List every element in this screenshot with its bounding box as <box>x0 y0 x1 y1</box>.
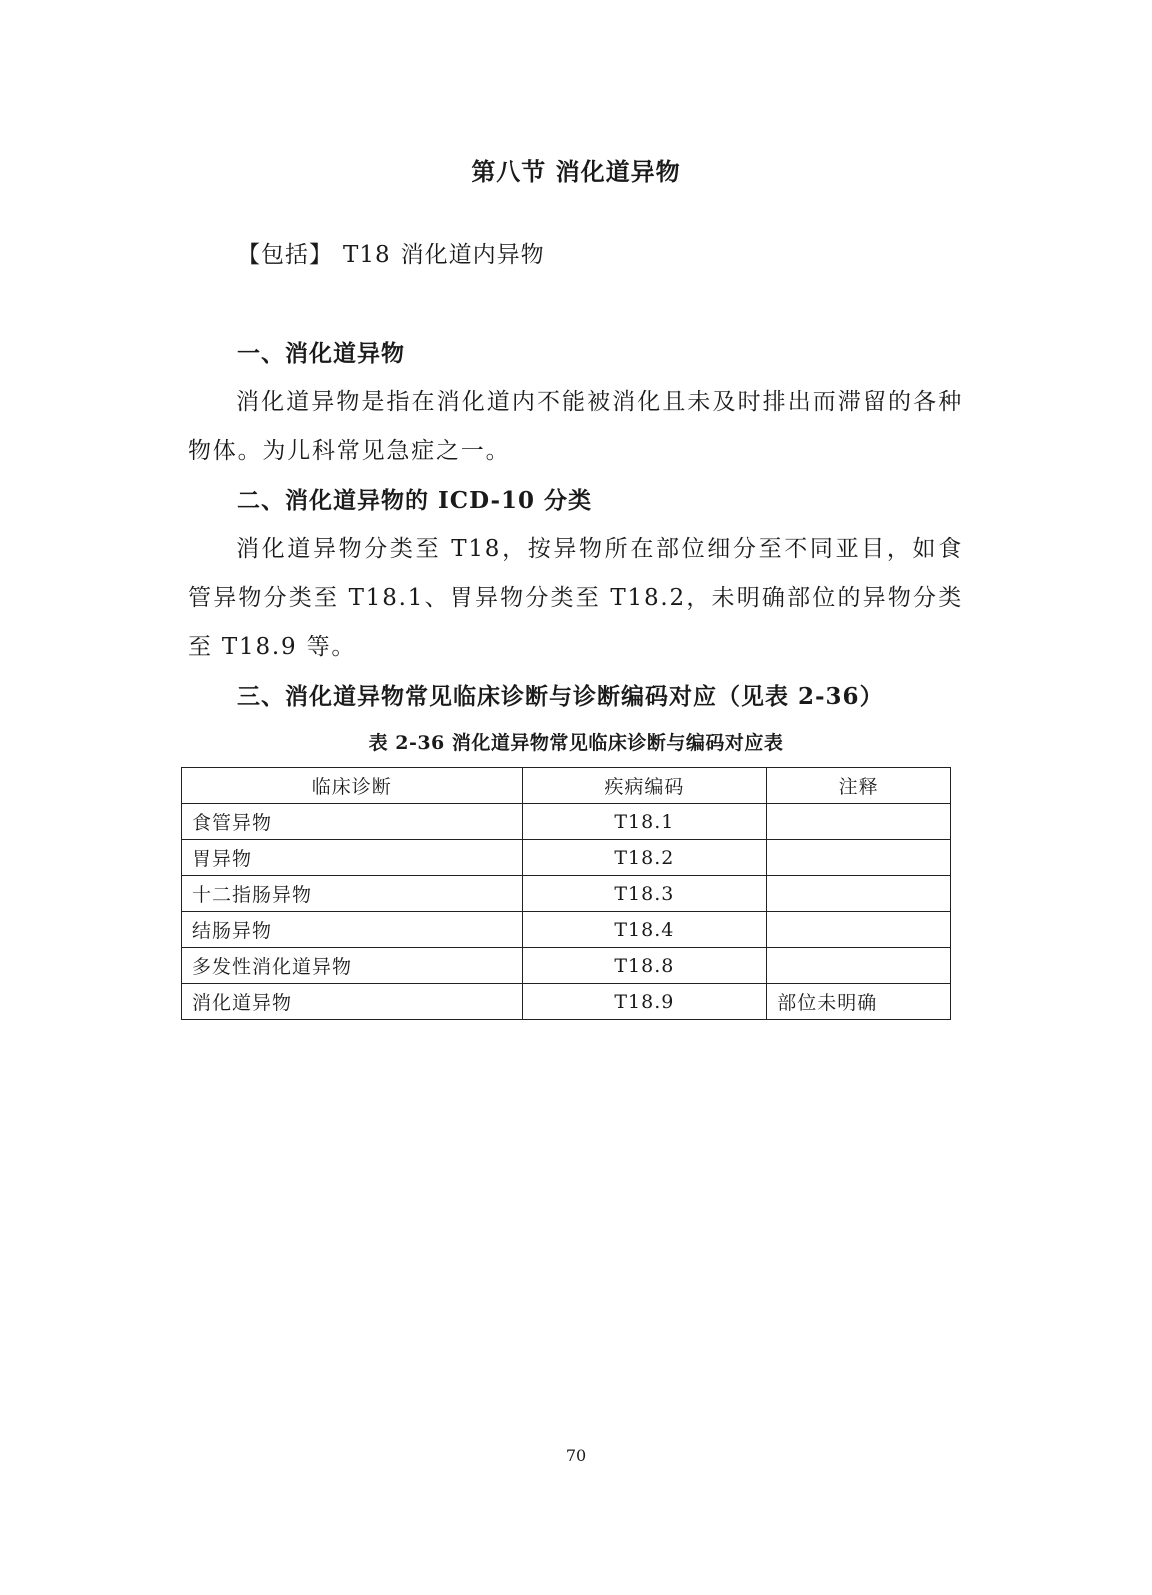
page-number: 70 <box>565 1446 587 1465</box>
include-line <box>237 236 545 269</box>
cell-note: 部位未明确 <box>767 984 951 1020</box>
include-bracket: 【包括】 <box>237 242 333 268</box>
header-code: 疾病编码 <box>522 768 767 804</box>
table-row <box>182 984 951 1020</box>
table-header-row <box>182 768 951 804</box>
cell-note <box>767 804 951 840</box>
cell-diagnosis: 食管异物 <box>182 804 523 840</box>
include-text: 消化道内异物 <box>400 242 545 268</box>
header-note: 注释 <box>767 768 951 804</box>
cell-note <box>767 912 951 948</box>
heading-definition: 一、消化道异物 <box>237 340 405 367</box>
heading-correspondence: 三、消化道异物常见临床诊断与诊断编码对应（见表 2-36） <box>237 683 884 710</box>
table-row <box>182 876 951 912</box>
diagnosis-code-table <box>181 767 951 1020</box>
paragraph-classification: 消化道异物分类至 T18，按异物所在部位细分至不同亚目，如食管异物分类至 T18.1、胃异物分类至 T18.2，未明确部位的异物分类至 T18.9 等。 <box>188 536 963 660</box>
cell-note <box>767 876 951 912</box>
paragraph-definition: 消化道异物是指在消化道内不能被消化且未及时排出而滞留的各种物体。为儿科常见急症之一。 <box>188 389 963 464</box>
cell-code: T18.9 <box>522 984 767 1020</box>
table-row <box>182 948 951 984</box>
cell-diagnosis: 十二指肠异物 <box>182 876 523 912</box>
header-diagnosis: 临床诊断 <box>182 768 523 804</box>
cell-diagnosis: 结肠异物 <box>182 912 523 948</box>
table-row <box>182 804 951 840</box>
include-code: T18 <box>343 242 391 268</box>
cell-code: T18.1 <box>522 804 767 840</box>
cell-diagnosis: 多发性消化道异物 <box>182 948 523 984</box>
section-title: 第八节 消化道异物 <box>471 157 681 186</box>
table-caption: 表 2-36 消化道异物常见临床诊断与编码对应表 <box>368 732 784 754</box>
cell-code: T18.3 <box>522 876 767 912</box>
cell-code: T18.4 <box>522 912 767 948</box>
cell-note <box>767 948 951 984</box>
heading-classification: 二、消化道异物的 ICD-10 分类 <box>237 487 593 514</box>
table-row <box>182 912 951 948</box>
cell-code: T18.8 <box>522 948 767 984</box>
cell-diagnosis: 胃异物 <box>182 840 523 876</box>
cell-note <box>767 840 951 876</box>
cell-code: T18.2 <box>522 840 767 876</box>
cell-diagnosis: 消化道异物 <box>182 984 523 1020</box>
table-row <box>182 840 951 876</box>
